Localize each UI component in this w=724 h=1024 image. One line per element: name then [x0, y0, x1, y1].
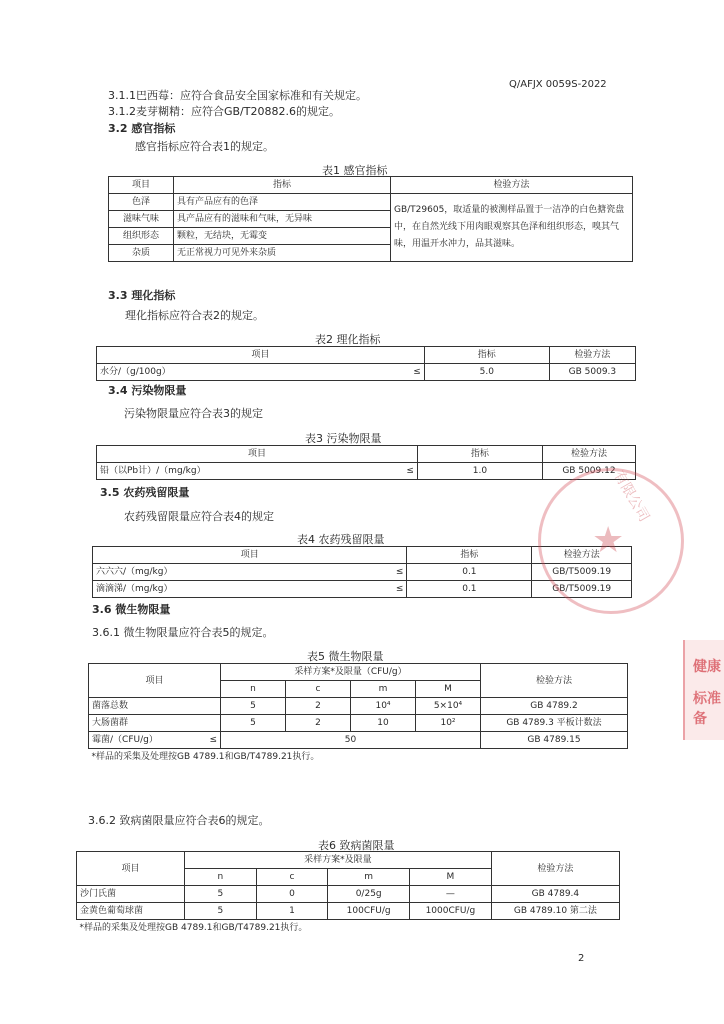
table5-row-m: 10: [351, 715, 416, 732]
table4-header-item: 项目: [93, 547, 407, 564]
table4-row-method: GB/T5009.19: [532, 564, 632, 581]
table1-row-spec: 无正常视力可见外来杂质: [174, 245, 391, 262]
table6-row-n: 5: [184, 903, 256, 920]
table4-row-op: ≤: [380, 581, 407, 598]
section-3-5-heading: 3.5 农药残留限量: [100, 486, 190, 499]
table6-row-M: —: [410, 886, 492, 903]
table6-header-plan: 采样方案*及限量: [184, 852, 491, 869]
table5-row-M: 10²: [416, 715, 481, 732]
table5-header-plan: 采样方案*及限量（CFU/g）: [221, 664, 481, 681]
section-3-6-1-text: 3.6.1 微生物限量应符合表5的规定。: [92, 626, 274, 639]
clause-3-1-2: 3.1.2麦芽糊精：应符合GB/T20882.6的规定。: [108, 105, 340, 118]
table5-row-item: 霉菌/（CFU/g）: [89, 732, 197, 749]
table6-row-c: 1: [256, 903, 328, 920]
table5-row-n: 5: [221, 698, 286, 715]
table2-row-op: ≤: [398, 364, 425, 381]
table3-row-item: 铅（以Pb计）/（mg/kg）: [97, 463, 391, 480]
table4-header-method: 检验方法: [532, 547, 632, 564]
table6-row-item: 沙门氏菌: [77, 886, 185, 903]
side-seal-text-1: 健康: [693, 659, 721, 675]
table3-row-value: 1.0: [417, 463, 542, 480]
table1-row-item: 滋味气味: [109, 211, 174, 228]
table5-row-method: GB 4789.15: [481, 732, 628, 749]
table3-header-item: 项目: [97, 446, 418, 463]
side-seal-text-2: 标准备: [693, 691, 721, 727]
table1-row-item: 组织形态: [109, 228, 174, 245]
table1-header-spec: 指标: [174, 177, 391, 194]
table5-caption: 表5 微生物限量: [307, 650, 384, 663]
table3-row-method: GB 5009.12: [542, 463, 635, 480]
table3-row-op: ≤: [391, 463, 418, 480]
table6-header-method: 检验方法: [491, 852, 619, 886]
standard-number: Q/AFJX 0059S-2022: [509, 79, 607, 90]
table6-row-M: 1000CFU/g: [410, 903, 492, 920]
table6-header-item: 项目: [77, 852, 185, 886]
table5-row-item: 菌落总数: [89, 698, 221, 715]
table5-col-m: m: [351, 681, 416, 698]
table2-caption: 表2 理化指标: [315, 333, 381, 346]
table3: [96, 445, 636, 480]
table5-row-M: 5×10⁴: [416, 698, 481, 715]
section-3-2-text: 感官指标应符合表1的规定。: [135, 140, 274, 153]
table5-header-method: 检验方法: [481, 664, 628, 698]
table1-row-spec: 具产品应有的滋味和气味，无异味: [174, 211, 391, 228]
table3-header-method: 检验方法: [542, 446, 635, 463]
table4-row-method: GB/T5009.19: [532, 581, 632, 598]
section-3-3-text: 理化指标应符合表2的规定。: [125, 309, 264, 322]
page-number: 2: [578, 953, 585, 964]
table2-header-spec: 指标: [424, 347, 549, 364]
table4-row-op: ≤: [380, 564, 407, 581]
table2-header-item: 项目: [97, 347, 425, 364]
table5-row-m: 10⁴: [351, 698, 416, 715]
table5-row-method: GB 4789.3 平板计数法: [481, 715, 628, 732]
table6: [76, 851, 620, 936]
table4-row-value: 0.1: [407, 564, 532, 581]
table5: [88, 663, 628, 765]
table1-row-item: 杂质: [109, 245, 174, 262]
table4-header-spec: 指标: [407, 547, 532, 564]
table3-caption: 表3 污染物限量: [305, 432, 382, 445]
table6-note: *样品的采集及处理按GB 4789.1和GB/T4789.21执行。: [77, 920, 620, 937]
table6-row-item: 金黄色葡萄球菌: [77, 903, 185, 920]
table6-caption: 表6 致病菌限量: [318, 839, 395, 852]
table2-row-item: 水分/（g/100g）: [97, 364, 398, 381]
table2-header-method: 检验方法: [549, 347, 635, 364]
table1: [108, 176, 633, 262]
table1-row-spec: 颗粒，无结块，无霉变: [174, 228, 391, 245]
table5-row-n: 5: [221, 715, 286, 732]
table2-row-method: GB 5009.3: [549, 364, 635, 381]
table4-row-value: 0.1: [407, 581, 532, 598]
table2-row-value: 5.0: [424, 364, 549, 381]
table6-row-method: GB 4789.4: [491, 886, 619, 903]
table2: [96, 346, 636, 381]
clause-3-1-1: 3.1.1巴西莓：应符合食品安全国家标准和有关规定。: [108, 89, 367, 102]
table5-header-item: 项目: [89, 664, 221, 698]
section-3-6-2-text: 3.6.2 致病菌限量应符合表6的规定。: [88, 814, 270, 827]
table1-header-method: 检验方法: [391, 177, 633, 194]
table4-row-item: 滴滴涕/（mg/kg）: [93, 581, 381, 598]
table1-method: GB/T29605，取适量的被测样品置于一洁净的白色搪瓷盘中，在自然光线下用肉眼观察其色泽和组织形态，嗅其气味，用温开水冲力，品其滋味。: [391, 194, 633, 262]
section-3-4-heading: 3.4 污染物限量: [108, 384, 187, 397]
table5-col-M: M: [416, 681, 481, 698]
table5-row-item: 大肠菌群: [89, 715, 221, 732]
section-3-6-heading: 3.6 微生物限量: [92, 603, 171, 616]
seal-text: 有限公司: [610, 468, 653, 525]
table1-header-item: 项目: [109, 177, 174, 194]
table5-row-value: 50: [221, 732, 481, 749]
table6-col-m: m: [328, 869, 410, 886]
side-seal-fragment: [683, 640, 724, 740]
table6-row-n: 5: [184, 886, 256, 903]
table5-col-n: n: [221, 681, 286, 698]
table1-caption: 表1 感官指标: [322, 164, 388, 177]
table6-col-c: c: [256, 869, 328, 886]
section-3-5-text: 农药残留限量应符合表4的规定: [124, 510, 274, 523]
table6-row-m: 0/25g: [328, 886, 410, 903]
table4-row-item: 六六六/（mg/kg）: [93, 564, 381, 581]
table5-row-c: 2: [286, 715, 351, 732]
table1-row-spec: 具有产品应有的色泽: [174, 194, 391, 211]
table3-header-spec: 指标: [417, 446, 542, 463]
seal-star-icon: ★: [592, 520, 625, 561]
table6-row-m: 100CFU/g: [328, 903, 410, 920]
table4-caption: 表4 农药残留限量: [297, 533, 385, 546]
table5-row-c: 2: [286, 698, 351, 715]
table5-col-c: c: [286, 681, 351, 698]
section-3-3-heading: 3.3 理化指标: [108, 289, 176, 302]
table6-row-method: GB 4789.10 第二法: [491, 903, 619, 920]
section-3-2-heading: 3.2 感官指标: [108, 122, 176, 135]
table5-note: *样品的采集及处理按GB 4789.1和GB/T4789.21执行。: [89, 749, 628, 766]
table6-col-n: n: [184, 869, 256, 886]
table6-col-M: M: [410, 869, 492, 886]
table1-row-item: 色泽: [109, 194, 174, 211]
table6-row-c: 0: [256, 886, 328, 903]
table5-row-op: ≤: [196, 732, 221, 749]
section-3-4-text: 污染物限量应符合表3的规定: [124, 407, 263, 420]
table5-row-method: GB 4789.2: [481, 698, 628, 715]
